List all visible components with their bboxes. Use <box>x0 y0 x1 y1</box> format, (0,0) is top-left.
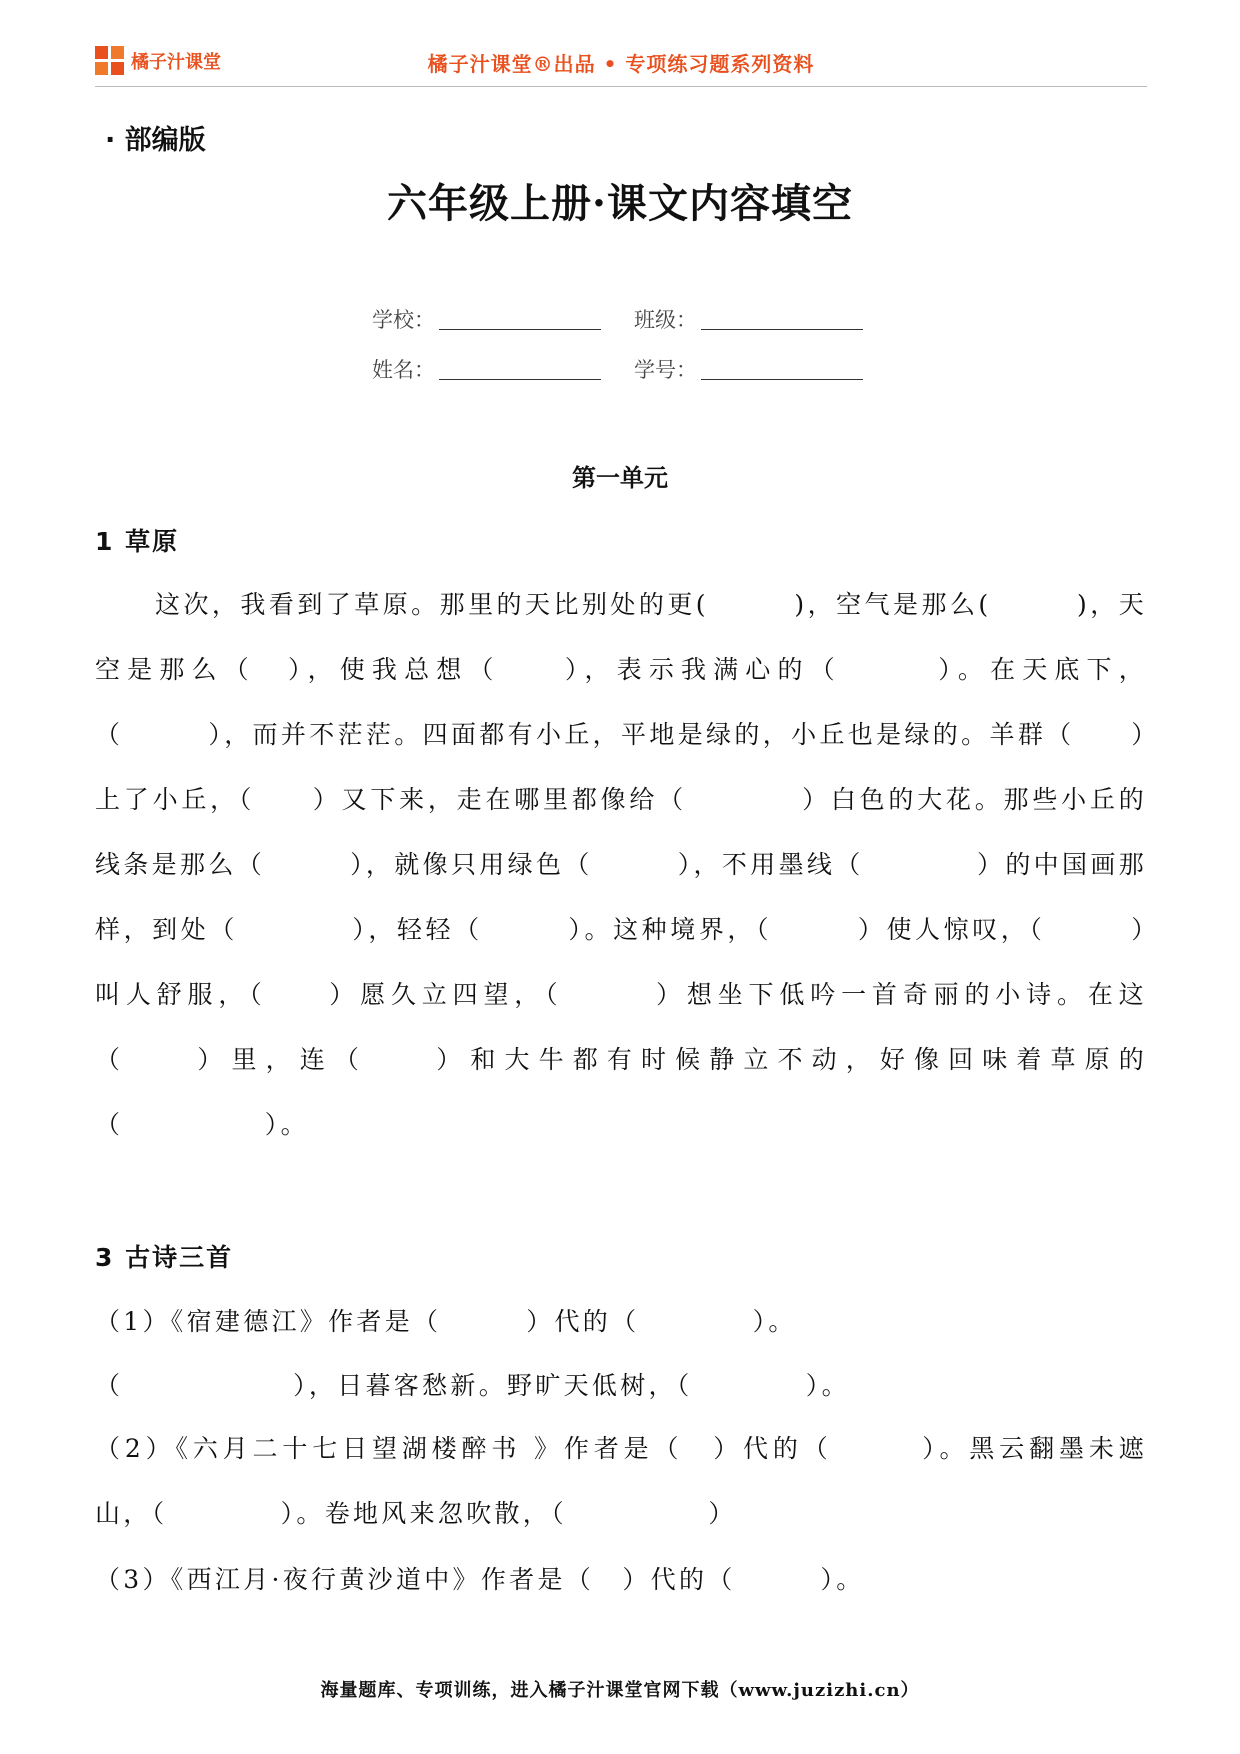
lesson-3-q2: （2）《六月二十七日望湖楼醉书 》作者是（ ）代的（ ）。黑云翻墨未遮山，（ ）。卷地风来忽吹散，（ ） <box>95 1434 1147 1528</box>
class-label: 班级： <box>634 308 697 332</box>
class-field[interactable] <box>634 304 896 334</box>
name-field[interactable] <box>372 354 634 384</box>
lesson-3-title: 3 古诗三首 <box>95 1243 234 1272</box>
lesson-3-q1: （1）《宿建德江》作者是（ ）代的（ ）。 <box>95 1307 797 1336</box>
lesson-1-text: 这次，我看到了草原。那里的天比别处的更( )，空气是那么( )，天空是那么（ ），使我总想（ ），表示我满心的（ ）。在天底下，（ ），而并不茫茫。四面都有小丘，平地是绿的，小丘也是绿的。羊群（ ）上了小丘，（ ）又下来，走在哪里都像给（ ）白色的大花。那些小丘的线条是那么（ ），就像只用绿色（ ），不用墨线（ ）的中国画那样，到处（ ），轻轻（ ）。这种境界，（ ）使人惊叹，（ ）叫人舒服，（ ）愿久立四望，（ ）想坐下低吟一首奇丽的小诗。在这（ ）里，连（ ）和大牛都有时候静立不动，好像回味着草原的（ ）。 <box>95 590 1147 1139</box>
lesson-3-q1-poem: （ ），日暮客愁新。野旷天低树，（ ）。 <box>95 1371 850 1400</box>
info-row-1 <box>372 304 896 334</box>
student-id-field[interactable] <box>634 354 896 384</box>
page-title: 六年级上册·课文内容填空 <box>387 180 853 227</box>
unit-heading: 第一单元 <box>572 463 668 492</box>
name-blank[interactable] <box>439 378 601 380</box>
lesson-3-q3: （3）《西江月·夜行黄沙道中》作者是（ ）代的（ ）。 <box>95 1565 865 1594</box>
page-header <box>95 42 1147 87</box>
edition-label: · 部编版 <box>105 125 206 156</box>
class-blank[interactable] <box>701 328 863 330</box>
header-title: 橘子汁课堂®出品 • 专项练习题系列资料 <box>427 52 815 76</box>
student-id-blank[interactable] <box>701 378 863 380</box>
logo-text: 橘子汁课堂 <box>131 52 221 73</box>
lesson-1-title: 1 草原 <box>95 527 180 556</box>
name-label: 姓名： <box>372 358 435 382</box>
info-row-2 <box>372 354 896 384</box>
student-id-label: 学号： <box>634 358 697 382</box>
page-footer: 海量题库、专项训练，进入橘子汁课堂官网下载（www.juzizhi.cn） <box>320 1680 920 1701</box>
school-label: 学校： <box>372 308 435 332</box>
school-field[interactable] <box>372 304 634 334</box>
school-blank[interactable] <box>439 328 601 330</box>
